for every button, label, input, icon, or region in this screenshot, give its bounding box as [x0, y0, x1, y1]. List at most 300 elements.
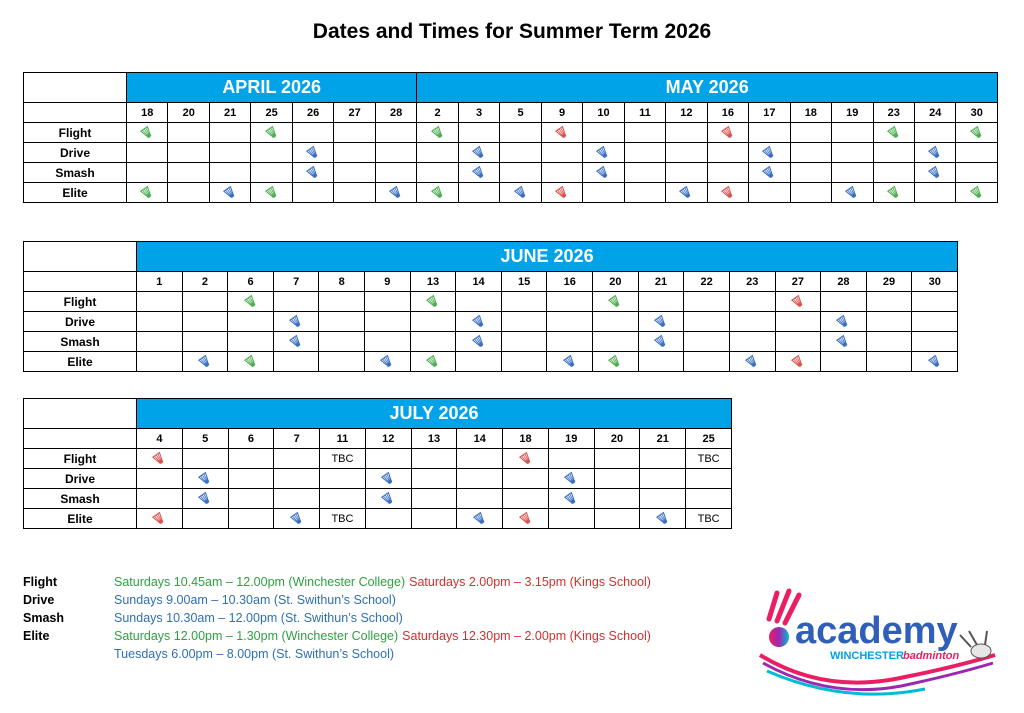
day-number: 22 — [684, 272, 730, 292]
session-cell — [228, 292, 274, 312]
green-shuttlecock-icon — [607, 295, 623, 309]
red-shuttlecock-icon — [554, 186, 570, 200]
blue-shuttlecock-icon — [513, 186, 529, 200]
session-cell — [707, 123, 748, 143]
table-row — [24, 352, 958, 372]
empty-cell — [914, 183, 955, 203]
green-shuttlecock-icon — [243, 295, 259, 309]
empty-cell — [501, 312, 547, 332]
empty-cell — [686, 489, 732, 509]
empty-cell — [182, 449, 228, 469]
day-number: 6 — [228, 429, 274, 449]
blue-shuttlecock-icon — [761, 146, 777, 160]
empty-cell — [228, 469, 274, 489]
red-shuttlecock-icon — [554, 126, 570, 140]
day-number: 19 — [548, 429, 594, 449]
empty-cell — [500, 163, 541, 183]
session-cell — [182, 489, 228, 509]
empty-cell — [292, 183, 333, 203]
legend-group-name: Elite — [23, 629, 50, 643]
empty-cell — [251, 163, 292, 183]
blue-shuttlecock-icon — [653, 335, 669, 349]
legend-schedule-text: Sundays 10.30am – 12.00pm (St. Swithun’s School) — [114, 611, 403, 625]
empty-cell — [640, 489, 686, 509]
blue-shuttlecock-icon — [835, 315, 851, 329]
empty-cell — [686, 469, 732, 489]
red-shuttlecock-icon — [720, 126, 736, 140]
empty-cell — [273, 352, 319, 372]
day-number: 24 — [914, 103, 955, 123]
blue-shuttlecock-icon — [595, 146, 611, 160]
empty-cell — [456, 352, 502, 372]
green-shuttlecock-icon — [969, 186, 985, 200]
empty-cell — [365, 509, 411, 529]
empty-cell — [274, 469, 320, 489]
session-cell — [548, 469, 594, 489]
tbc-cell: TBC — [686, 449, 732, 469]
blue-shuttlecock-icon — [471, 335, 487, 349]
empty-cell — [182, 312, 228, 332]
empty-cell — [583, 123, 624, 143]
session-cell — [775, 292, 821, 312]
empty-cell — [684, 332, 730, 352]
empty-cell — [137, 332, 183, 352]
empty-cell — [583, 183, 624, 203]
green-shuttlecock-icon — [425, 295, 441, 309]
empty-cell — [319, 352, 365, 372]
empty-cell — [209, 163, 250, 183]
blue-shuttlecock-icon — [835, 335, 851, 349]
empty-cell — [638, 352, 684, 372]
session-cell — [749, 163, 790, 183]
empty-cell — [666, 163, 707, 183]
empty-cell — [457, 469, 503, 489]
empty-cell — [168, 163, 209, 183]
legend-schedule-text: Sundays 9.00am – 10.30am (St. Swithun’s School) — [114, 593, 396, 607]
empty-cell — [137, 292, 183, 312]
day-number: 20 — [593, 272, 639, 292]
empty-cell — [182, 332, 228, 352]
day-number: 6 — [228, 272, 274, 292]
session-cell — [375, 183, 417, 203]
empty-cell — [500, 143, 541, 163]
empty-cell — [182, 292, 228, 312]
july-calendar — [23, 398, 732, 529]
empty-cell — [319, 292, 365, 312]
legend-schedule-text: Saturdays 10.45am – 12.00pm (Winchester College) — [114, 575, 406, 589]
empty-cell — [729, 292, 775, 312]
legend-schedule-text: Saturdays 12.00pm – 1.30pm (Winchester College) — [114, 629, 399, 643]
row-label-drive: Drive — [24, 312, 137, 332]
empty-cell — [251, 143, 292, 163]
table-row — [24, 509, 732, 529]
blue-shuttlecock-icon — [289, 512, 305, 526]
empty-cell — [228, 449, 274, 469]
session-cell — [729, 352, 775, 372]
blank-cell — [24, 429, 137, 449]
day-number: 25 — [251, 103, 292, 123]
legend-schedule-text: Saturdays 2.00pm – 3.15pm (Kings School) — [409, 575, 651, 589]
empty-cell — [684, 312, 730, 332]
empty-cell — [457, 489, 503, 509]
legend-group-name: Smash — [23, 611, 64, 625]
table-row — [24, 163, 998, 183]
empty-cell — [666, 123, 707, 143]
empty-cell — [456, 292, 502, 312]
session-cell — [821, 332, 867, 352]
day-number: 7 — [273, 272, 319, 292]
empty-cell — [790, 123, 831, 143]
empty-cell — [228, 312, 274, 332]
session-cell — [251, 183, 292, 203]
green-shuttlecock-icon — [607, 355, 623, 369]
day-number: 11 — [320, 429, 366, 449]
empty-cell — [182, 509, 228, 529]
empty-cell — [912, 332, 958, 352]
april-may-calendar — [23, 72, 998, 203]
blue-shuttlecock-icon — [744, 355, 760, 369]
empty-cell — [365, 449, 411, 469]
empty-cell — [292, 123, 333, 143]
session-cell — [292, 143, 333, 163]
blue-shuttlecock-icon — [595, 166, 611, 180]
session-cell — [640, 509, 686, 529]
tbc-cell: TBC — [320, 509, 366, 529]
blue-shuttlecock-icon — [471, 315, 487, 329]
corner-cell — [24, 399, 137, 429]
day-number: 27 — [334, 103, 375, 123]
green-shuttlecock-icon — [243, 355, 259, 369]
red-shuttlecock-icon — [151, 452, 167, 466]
row-label-smash: Smash — [24, 163, 127, 183]
row-label-drive: Drive — [24, 469, 137, 489]
green-shuttlecock-icon — [969, 126, 985, 140]
empty-cell — [375, 163, 417, 183]
empty-cell — [707, 143, 748, 163]
blue-shuttlecock-icon — [197, 355, 213, 369]
session-cell — [458, 163, 499, 183]
blue-shuttlecock-icon — [472, 512, 488, 526]
day-number: 30 — [956, 103, 998, 123]
blue-shuttlecock-icon — [288, 315, 304, 329]
empty-cell — [956, 163, 998, 183]
session-cell — [873, 183, 914, 203]
row-label-smash: Smash — [24, 332, 137, 352]
blue-shuttlecock-icon — [927, 166, 943, 180]
day-number: 9 — [365, 272, 411, 292]
month-header: APRIL 2026 — [127, 73, 417, 103]
empty-cell — [749, 123, 790, 143]
session-cell — [273, 312, 319, 332]
empty-cell — [209, 123, 250, 143]
day-number: 28 — [375, 103, 417, 123]
session-cell — [821, 312, 867, 332]
empty-cell — [503, 489, 549, 509]
blue-shuttlecock-icon — [197, 492, 213, 506]
day-number: 19 — [832, 103, 873, 123]
empty-cell — [729, 332, 775, 352]
day-number: 18 — [127, 103, 168, 123]
session-cell — [914, 143, 955, 163]
month-header: JUNE 2026 — [137, 242, 958, 272]
day-number: 4 — [137, 429, 183, 449]
row-label-smash: Smash — [24, 489, 137, 509]
session-cell — [365, 469, 411, 489]
day-number: 2 — [417, 103, 458, 123]
logo-sub2: badminton — [903, 650, 960, 662]
day-number: 13 — [411, 429, 457, 449]
table-row — [24, 312, 958, 332]
session-cell — [365, 489, 411, 509]
session-cell — [873, 123, 914, 143]
row-label-flight: Flight — [24, 123, 127, 143]
day-number: 21 — [209, 103, 250, 123]
session-cell — [638, 332, 684, 352]
blue-shuttlecock-icon — [288, 335, 304, 349]
empty-cell — [334, 143, 375, 163]
blue-shuttlecock-icon — [844, 186, 860, 200]
empty-cell — [866, 332, 912, 352]
empty-cell — [624, 143, 665, 163]
session-cell — [410, 352, 456, 372]
legend-row — [23, 647, 655, 665]
table-row — [24, 143, 998, 163]
session-cell — [775, 352, 821, 372]
page-title: Dates and Times for Summer Term 2026 — [312, 20, 712, 43]
row-label-elite: Elite — [24, 509, 137, 529]
empty-cell — [365, 312, 411, 332]
day-number: 16 — [707, 103, 748, 123]
session-cell — [137, 509, 183, 529]
empty-cell — [375, 123, 417, 143]
day-number: 23 — [873, 103, 914, 123]
blue-shuttlecock-icon — [305, 166, 321, 180]
red-shuttlecock-icon — [790, 355, 806, 369]
empty-cell — [547, 332, 593, 352]
red-shuttlecock-icon — [518, 452, 534, 466]
empty-cell — [411, 469, 457, 489]
day-number: 23 — [729, 272, 775, 292]
logo-word: academy — [795, 610, 958, 652]
day-number: 12 — [365, 429, 411, 449]
empty-cell — [417, 163, 458, 183]
empty-cell — [274, 489, 320, 509]
session-cell — [541, 183, 582, 203]
day-number: 25 — [686, 429, 732, 449]
empty-cell — [137, 469, 183, 489]
day-number: 10 — [583, 103, 624, 123]
empty-cell — [729, 312, 775, 332]
empty-cell — [411, 489, 457, 509]
day-number: 11 — [624, 103, 665, 123]
day-number: 18 — [790, 103, 831, 123]
empty-cell — [209, 143, 250, 163]
day-number: 13 — [410, 272, 456, 292]
day-number: 8 — [319, 272, 365, 292]
session-cell — [292, 163, 333, 183]
blue-shuttlecock-icon — [380, 472, 396, 486]
empty-cell — [775, 312, 821, 332]
blue-shuttlecock-icon — [471, 166, 487, 180]
session-cell — [456, 332, 502, 352]
empty-cell — [912, 312, 958, 332]
day-number: 20 — [594, 429, 640, 449]
empty-cell — [640, 469, 686, 489]
empty-cell — [873, 143, 914, 163]
row-label-elite: Elite — [24, 352, 137, 372]
blue-shuttlecock-icon — [222, 186, 238, 200]
empty-cell — [319, 332, 365, 352]
session-cell — [956, 183, 998, 203]
blue-shuttlecock-icon — [562, 355, 578, 369]
empty-cell — [594, 489, 640, 509]
empty-cell — [873, 163, 914, 183]
session-cell — [541, 123, 582, 143]
row-label-drive: Drive — [24, 143, 127, 163]
blank-cell — [24, 103, 127, 123]
blue-shuttlecock-icon — [563, 492, 579, 506]
empty-cell — [503, 469, 549, 489]
empty-cell — [501, 332, 547, 352]
green-shuttlecock-icon — [139, 186, 155, 200]
empty-cell — [832, 143, 873, 163]
empty-cell — [624, 183, 665, 203]
day-number: 2 — [182, 272, 228, 292]
empty-cell — [228, 489, 274, 509]
empty-cell — [365, 332, 411, 352]
empty-cell — [457, 449, 503, 469]
green-shuttlecock-icon — [425, 355, 441, 369]
empty-cell — [624, 163, 665, 183]
table-row — [24, 183, 998, 203]
session-cell — [209, 183, 250, 203]
blue-shuttlecock-icon — [471, 146, 487, 160]
day-number: 26 — [292, 103, 333, 123]
green-shuttlecock-icon — [886, 186, 902, 200]
empty-cell — [458, 183, 499, 203]
red-shuttlecock-icon — [151, 512, 167, 526]
day-number: 30 — [912, 272, 958, 292]
session-cell — [458, 143, 499, 163]
session-cell — [251, 123, 292, 143]
empty-cell — [548, 509, 594, 529]
session-cell — [707, 183, 748, 203]
day-number: 9 — [541, 103, 582, 123]
session-cell — [503, 449, 549, 469]
empty-cell — [541, 143, 582, 163]
legend-row — [23, 629, 655, 647]
academy-logo — [755, 585, 1005, 700]
empty-cell — [137, 312, 183, 332]
session-cell — [182, 469, 228, 489]
session-cell — [547, 352, 593, 372]
empty-cell — [228, 509, 274, 529]
empty-cell — [319, 312, 365, 332]
empty-cell — [638, 292, 684, 312]
blue-shuttlecock-icon — [380, 492, 396, 506]
session-cell — [593, 352, 639, 372]
day-number: 5 — [500, 103, 541, 123]
empty-cell — [273, 292, 319, 312]
blue-shuttlecock-icon — [563, 472, 579, 486]
empty-cell — [411, 449, 457, 469]
session-cell — [749, 143, 790, 163]
table-row — [24, 332, 958, 352]
green-shuttlecock-icon — [139, 126, 155, 140]
empty-cell — [624, 123, 665, 143]
empty-cell — [866, 312, 912, 332]
table-row — [24, 292, 958, 312]
green-shuttlecock-icon — [264, 126, 280, 140]
month-header: JULY 2026 — [137, 399, 732, 429]
empty-cell — [168, 143, 209, 163]
day-number: 16 — [547, 272, 593, 292]
empty-cell — [334, 163, 375, 183]
empty-cell — [501, 352, 547, 372]
corner-cell — [24, 242, 137, 272]
session-cell — [410, 292, 456, 312]
empty-cell — [912, 292, 958, 312]
empty-cell — [334, 183, 375, 203]
empty-cell — [127, 143, 168, 163]
session-cell — [666, 183, 707, 203]
empty-cell — [320, 489, 366, 509]
empty-cell — [547, 312, 593, 332]
red-shuttlecock-icon — [720, 186, 736, 200]
blue-shuttlecock-icon — [305, 146, 321, 160]
empty-cell — [956, 143, 998, 163]
session-cell — [273, 332, 319, 352]
session-cell — [127, 123, 168, 143]
green-shuttlecock-icon — [430, 186, 446, 200]
table-row — [24, 469, 732, 489]
empty-cell — [548, 449, 594, 469]
empty-cell — [127, 163, 168, 183]
empty-cell — [501, 292, 547, 312]
session-cell — [912, 352, 958, 372]
blue-shuttlecock-icon — [653, 315, 669, 329]
day-number: 3 — [458, 103, 499, 123]
empty-cell — [500, 123, 541, 143]
table-row — [24, 123, 998, 143]
empty-cell — [365, 292, 411, 312]
empty-cell — [790, 163, 831, 183]
session-cell — [638, 312, 684, 332]
empty-cell — [790, 143, 831, 163]
session-cell — [417, 123, 458, 143]
legend-row — [23, 593, 655, 611]
empty-cell — [594, 509, 640, 529]
session-cell — [417, 183, 458, 203]
empty-cell — [228, 332, 274, 352]
blue-shuttlecock-icon — [927, 146, 943, 160]
blue-shuttlecock-icon — [678, 186, 694, 200]
session-cell — [500, 183, 541, 203]
session-cell — [503, 509, 549, 529]
empty-cell — [593, 312, 639, 332]
empty-cell — [594, 449, 640, 469]
day-number: 21 — [640, 429, 686, 449]
empty-cell — [821, 352, 867, 372]
day-number: 7 — [274, 429, 320, 449]
empty-cell — [410, 312, 456, 332]
green-shuttlecock-icon — [886, 126, 902, 140]
legend-schedule-text: Tuesdays 6.00pm – 8.00pm (St. Swithun’s School) — [114, 647, 395, 661]
corner-cell — [24, 73, 127, 103]
empty-cell — [547, 292, 593, 312]
empty-cell — [640, 449, 686, 469]
day-number: 21 — [638, 272, 684, 292]
